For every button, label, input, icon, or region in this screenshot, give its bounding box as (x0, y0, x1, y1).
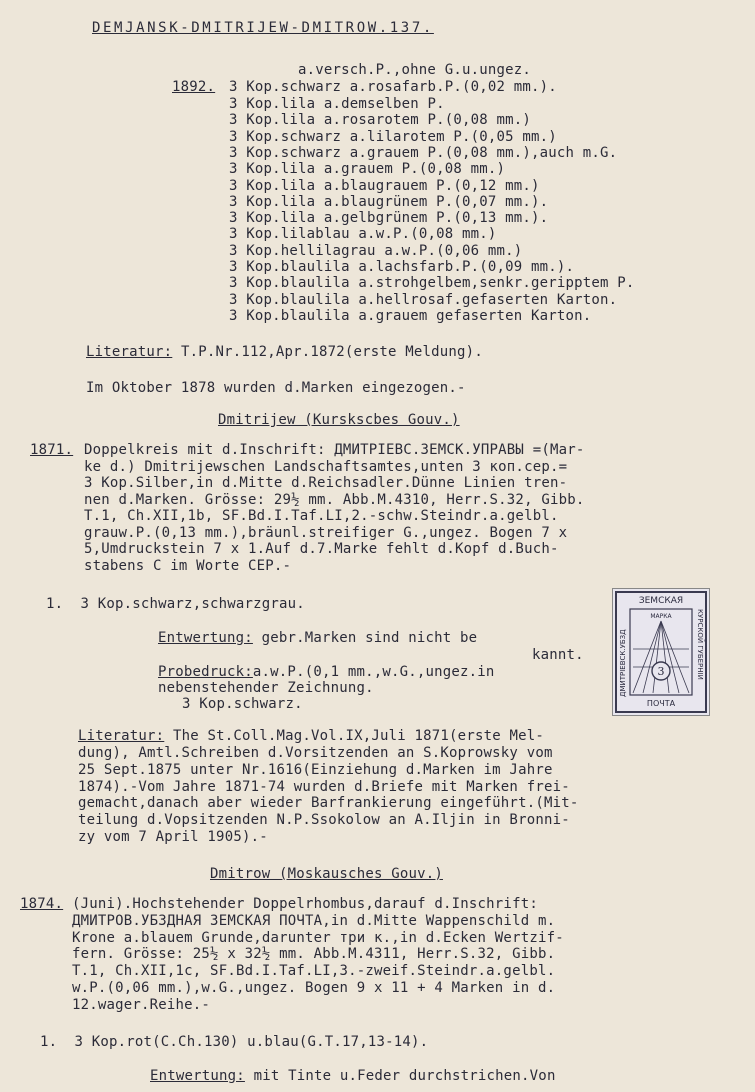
dmitrow-entwertung (150, 1068, 556, 1084)
page-header: DEMJANSK-DMITRIJEW-DMITROW.137. (92, 20, 434, 36)
dmitrijew-probedruck (158, 664, 495, 680)
dmitrijew-line: Doppelkreis mit d.Inschrift: ДМИТРІЕВС.ЗЕМСК.УПРАВЫ =(Mar- (84, 442, 585, 458)
literatur-text-2: The St.Coll.Mag.Vol.IX,Juli 1871(erste Mel- (172, 728, 544, 744)
entwertung-label-2: Entwertung: (150, 1068, 245, 1084)
demjansk-entry: 3 Kop.lila a.blaugrauem P.(0,12 mm.) (229, 177, 540, 194)
probedruck-line-1: nebenstehender Zeichnung. (158, 680, 374, 696)
dmitrijew-literatur-line: gemacht,danach aber wieder Barfrankierung eingeführt.(Mit- (78, 795, 579, 812)
dmitrijew-literatur-line: dung), Amtl.Schreiben d.Vorsitzenden an S.Koprowsky vom (78, 745, 553, 761)
probedruck-text: a.w.P.(0,1 mm.,w.G.,ungez.in (252, 664, 495, 680)
dmitrijew-line: T.1, Ch.XII,1b, SF.Bd.I.Taf.LI,2.-schw.Steindr.a.gelbl. (84, 508, 559, 524)
demjansk-intro: a.versch.P.,ohne G.u.ungez. (298, 62, 531, 78)
demjansk-entry: 3 Kop.schwarz a.lilarotem P.(0,05 mm.) (229, 128, 557, 145)
demjansk-entry: 3 Kop.blaulila a.grauem gefaserten Karton. (229, 307, 592, 324)
dmitrow-item: 1. 3 Kop.rot(C.Ch.130) u.blau(G.T.17,13-14). (40, 1034, 429, 1050)
dmitrow-line: w.P.(0,06 mm.),w.G.,ungez. Bogen 9 x 11 + 4 Marken in d. (72, 980, 556, 996)
dmitrijew-line: nen d.Marken. Grösse: 29½ mm. Abb.M.4310, Herr.S.32, Gibb. (84, 491, 585, 508)
dmitrow-line: (Juni).Hochstehender Doppelrhombus,darauf d.Inschrift: (72, 896, 538, 912)
stamp-right-text: КУРСКОЙ ГУБЕРНІИ (696, 609, 704, 680)
dmitrijew-line: 5,Umdruckstein 7 x 1.Auf d.7.Marke fehlt d.Kopf d.Buch- (84, 541, 559, 557)
literatur-label-2: Literatur: (78, 728, 165, 744)
stamp-bottom-text: ПОЧТА (646, 699, 676, 708)
demjansk-entry: 3 Kop.blaulila a.strohgelbem,senkr.geripptem P. (229, 275, 635, 292)
entwertung-text: gebr.Marken sind nicht be (261, 630, 478, 646)
dmitrow-line: T.1, Ch.XII,1c, SF.Bd.I.Taf.LI,3.-zweif.Steindr.a.gelbl. (72, 963, 556, 980)
literatur-text: T.P.Nr.112,Apr.1872(erste Meldung). (180, 344, 483, 360)
demjansk-first-entry: 3 Kop.schwarz a.rosafarb.P.(0,02 mm.). (229, 79, 557, 95)
dmitrijew-literatur-line: 1874).-Vom Jahre 1871-74 wurden d.Briefe mit Marken frei- (78, 778, 570, 795)
demjansk-year: 1892. (172, 79, 216, 95)
literatur-label: Literatur: (86, 344, 173, 360)
dmitrijew-line: grauw.P.(0,13 mm.),bräunl.streifiger G.,ungez. Bogen 7 x (84, 524, 568, 541)
dmitrow-line: Krone a.blauem Grunde,darunter три к.,in d.Ecken Wertzif- (72, 929, 564, 946)
demjansk-entry: 3 Kop.blaulila a.lachsfarb.P.(0,09 mm.). (229, 259, 575, 275)
entwertung-text-2: mit Tinte u.Feder durchstrichen.Von (253, 1068, 556, 1084)
dmitrijew-stamp-image (612, 588, 710, 716)
dmitrijew-entwertung (158, 630, 477, 646)
dmitrijew-line: 3 Kop.Silber,in d.Mitte d.Reichsadler.Dünne Linien tren- (84, 475, 568, 491)
dmitrijew-literatur-line: teilung d.Vopsitzenden N.P.Ssokolow an A.Iljin in Bronni- (78, 812, 570, 829)
stamp-top-text: ЗЕМСКАЯ (638, 596, 684, 606)
entwertung-label: Entwertung: (158, 630, 253, 646)
demjansk-entry: 3 Kop.lila a.grauem P.(0,08 mm.) (229, 161, 506, 178)
dmitrow-year: 1874. (20, 896, 64, 912)
demjansk-entry: 3 Kop.lila a.gelbgrünem P.(0,13 mm.). (229, 210, 549, 227)
demjansk-entry: 3 Kop.lilablau a.w.P.(0,08 mm.) (229, 226, 497, 243)
dmitrijew-literatur-line: zy vom 7 April 1905).- (78, 829, 268, 845)
stamp-value-text: 3 (657, 665, 665, 678)
demjansk-entry: 3 Kop.lila a.blaugrünem P.(0,07 mm.). (229, 193, 549, 210)
dmitrijew-title: Dmitrijew (Kurskscbes Gouv.) (218, 412, 460, 428)
dmitrow-line: ДМИТРОВ.УБЗДНАЯ ЗЕМСКАЯ ПОЧТА,in d.Mitte Wappenschild m. (72, 912, 556, 929)
dmitrow-line: fern. Grösse: 25½ x 32½ mm. Abb.M.4311, Herr.S.32, Gibb. (72, 946, 556, 963)
dmitrijew-year: 1871. (30, 442, 74, 458)
demjansk-entry: 3 Kop.hellilagrau a.w.P.(0,06 mm.) (229, 242, 523, 259)
demjansk-entry: 3 Kop.blaulila a.hellrosaf.gefaserten Karton. (229, 291, 618, 308)
demjansk-literatur (86, 344, 483, 360)
demjansk-note: Im Oktober 1878 wurden d.Marken eingezogen.- (86, 380, 466, 396)
demjansk-entry: 3 Kop.lila a.rosarotem P.(0,08 mm.) (229, 112, 532, 129)
stamp-mid-text: МАРКА (650, 613, 672, 620)
dmitrow-title: Dmitrow (Moskausches Gouv.) (210, 866, 443, 882)
entwertung-text-continued: kannt. (532, 647, 584, 663)
demjansk-entry: 3 Kop.schwarz a.grauem P.(0,08 mm.),auch m.G. (229, 144, 618, 161)
stamp-left-text: ДМИТРІЕВСК.УБЗД (619, 629, 627, 697)
demjansk-entry: 3 Kop.lila a.demselben P. (229, 96, 445, 112)
dmitrijew-line: ke d.) Dmitrijewschen Landschaftsamtes,unten 3 коп.сер.= (84, 458, 568, 475)
dmitrijew-line: stabens C im Worte CEP.- (84, 557, 292, 574)
dmitrow-line: 12.wager.Reihe.- (72, 996, 211, 1013)
dmitrijew-literatur (78, 728, 544, 744)
probedruck-line-2: 3 Kop.schwarz. (182, 696, 303, 712)
dmitrijew-literatur-line: 25 Sept.1875 unter Nr.1616(Einziehung d.Marken im Jahre (78, 761, 553, 778)
probedruck-label: Probedruck: (158, 664, 253, 680)
dmitrijew-item: 1. 3 Kop.schwarz,schwarzgrau. (46, 596, 305, 612)
